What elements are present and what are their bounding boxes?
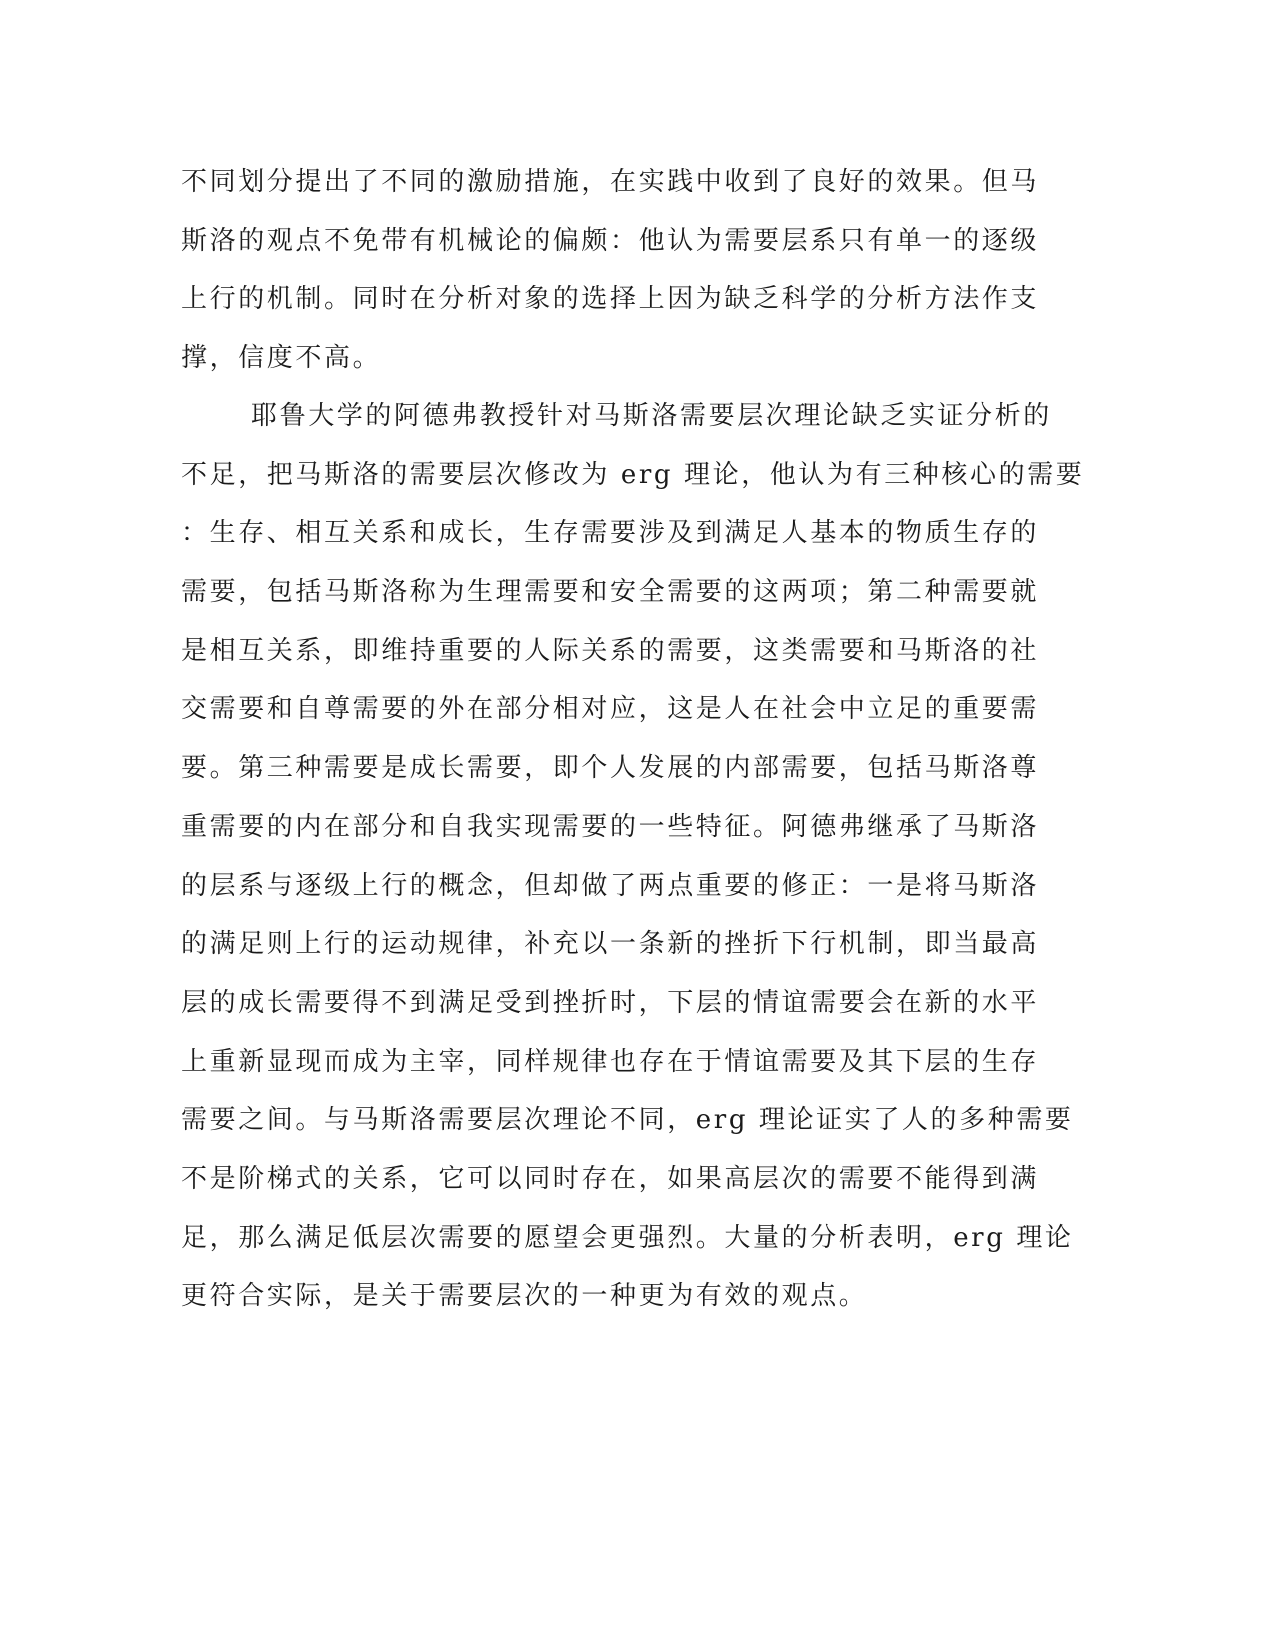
text-line: 的层系与逐级上行的概念，但却做了两点重要的修正：一是将马斯洛: [181, 870, 1040, 901]
text-line: 更符合实际，是关于需要层次的一种更为有效的观点。: [181, 1281, 868, 1312]
paragraph-2: [181, 387, 1085, 1326]
text-line: 是相互关系，即维持重要的人际关系的需要，这类需要和马斯洛的社: [181, 635, 1040, 666]
text-line: 不是阶梯式的关系，它可以同时存在，如果高层次的需要不能得到满: [181, 1163, 1040, 1194]
text-line: 要。第三种需要是成长需要，即个人发展的内部需要，包括马斯洛尊: [181, 753, 1040, 784]
text-line: 足，那么满足低层次需要的愿望会更强烈。大量的分析表明，erg 理论: [181, 1222, 1074, 1253]
text-line: 上行的机制。同时在分析对象的选择上因为缺乏科学的分析方法作支: [181, 284, 1040, 315]
text-line: 斯洛的观点不免带有机械论的偏颇：他认为需要层系只有单一的逐级: [181, 225, 1040, 256]
text-line: 重需要的内在部分和自我实现需要的一些特征。阿德弗继承了马斯洛: [181, 811, 1040, 842]
text-line: ：生存、相互关系和成长，生存需要涉及到满足人基本的物质生存的: [181, 518, 1040, 549]
text-line: 交需要和自尊需要的外在部分相对应，这是人在社会中立足的重要需: [181, 694, 1040, 725]
paragraph-1: [181, 153, 1041, 388]
text-line: 撑，信度不高。: [181, 343, 382, 374]
text-line: 需要，包括马斯洛称为生理需要和安全需要的这两项；第二种需要就: [181, 577, 1040, 608]
text-line: 上重新显现而成为主宰，同样规律也存在于情谊需要及其下层的生存: [181, 1046, 1040, 1077]
text-line: 的满足则上行的运动规律，补充以一条新的挫折下行机制，即当最高: [181, 929, 1040, 960]
text-line: 不足，把马斯洛的需要层次修改为 erg 理论，他认为有三种核心的需要: [181, 459, 1085, 490]
text-line: 需要之间。与马斯洛需要层次理论不同，erg 理论证实了人的多种需要: [181, 1105, 1074, 1136]
text-line: 层的成长需要得不到满足受到挫折时，下层的情谊需要会在新的水平: [181, 987, 1040, 1018]
text-line: 耶鲁大学的阿德弗教授针对马斯洛需要层次理论缺乏实证分析的: [251, 401, 1052, 431]
text-line: 不同划分提出了不同的激励措施，在实践中收到了良好的效果。但马: [181, 167, 1040, 197]
